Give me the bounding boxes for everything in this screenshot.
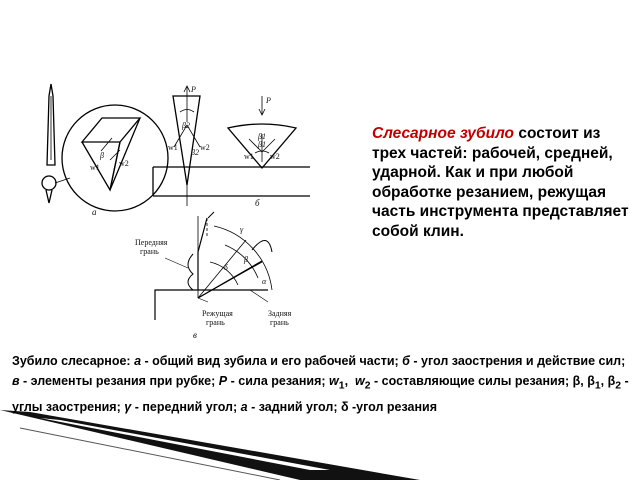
intro-title: Слесарное зубило (372, 125, 515, 142)
label-part-v: в (193, 330, 197, 340)
caption-sep-w: , (344, 374, 349, 388)
label-part-a: а (92, 207, 97, 217)
label-front-face-2: грань (140, 247, 159, 256)
caption-sub-w2: 2 (364, 380, 371, 392)
caption-key-a: а (134, 354, 142, 368)
caption-key-b: б (402, 354, 410, 368)
caption-text-b1: , β (600, 374, 616, 388)
label-back-face-1: Задняя (268, 309, 292, 318)
label-delta: δ (224, 263, 228, 272)
label-w1-b: w1 (168, 143, 178, 152)
label-force-2: P (266, 96, 271, 105)
figure-caption (12, 351, 630, 417)
label-beta-v: β (244, 255, 248, 264)
cutting-elements-diagram (155, 212, 272, 320)
label-beta2: β2 (182, 121, 190, 130)
caption-text-b2: - углы заострения; (12, 374, 629, 414)
label-cutting-edge-2: грань (206, 318, 225, 327)
caption-text-p: - сила резания; (230, 374, 326, 388)
caption-sub-w1: 1 (338, 380, 345, 392)
label-beta: β (100, 151, 104, 160)
decorative-streak (0, 410, 420, 480)
caption-key-w2: w (355, 374, 365, 388)
label-alpha: α (262, 277, 267, 286)
label-beta1-b: β1 (258, 140, 266, 149)
caption-text-v: - элементы резания при рубке; (23, 374, 216, 388)
label-w2: w2 (119, 159, 129, 168)
label-part-b: б (255, 198, 260, 208)
caption-sub-b2: 2 (615, 380, 622, 392)
caption-text-gamma: - передний угол; (134, 399, 238, 414)
label-w1: w1 (90, 163, 100, 172)
label-cutting-edge-1: Режущая (202, 309, 233, 318)
caption-text-alpha: - задний угол; δ -угол резания (251, 399, 438, 414)
caption-key-alpha: а (240, 399, 248, 414)
label-back-face-2: грань (270, 318, 289, 327)
caption-text-w: - составляющие силы резания; β, β (374, 374, 595, 388)
caption-key-p: P (218, 374, 228, 388)
chisel-general-view (42, 84, 168, 211)
caption-key-v: в (12, 374, 20, 388)
caption-text-a: - общий вид зубила и его рабочей части; (144, 354, 399, 368)
intro-body: состоит из трех частей: рабочей, средней, ударной. Как и при любой обработке резанием, режущая часть инструмента представляет собой клин. (372, 125, 629, 240)
label-w2-c: w2 (270, 152, 280, 161)
label-w1-c: w1 (244, 152, 254, 161)
label-force: P (191, 85, 196, 94)
label-gamma: γ (240, 225, 244, 234)
label-beta1: β1 (258, 132, 266, 141)
label-front-face-1: Передняя (135, 238, 168, 247)
label-w2-b: w2 (200, 143, 210, 152)
intro-text (372, 124, 634, 241)
caption-key-gamma: γ (124, 399, 132, 414)
caption-sub-b1: 1 (594, 380, 601, 392)
caption-key-w1: w (329, 374, 339, 388)
label-beta2-b: β2 (191, 148, 199, 157)
caption-title: Зубило слесарное: (12, 354, 131, 368)
caption-text-b: - угол заострения и действие сил; (413, 354, 626, 368)
